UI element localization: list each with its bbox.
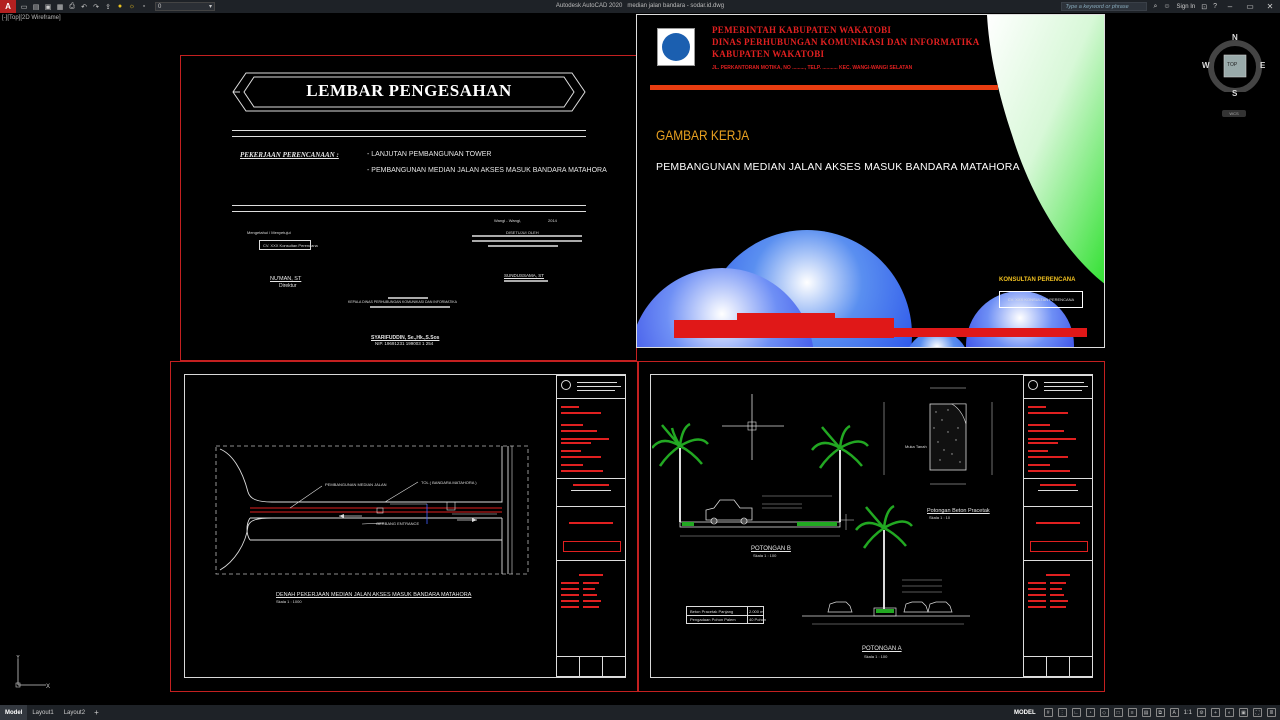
new-icon[interactable]: ▭ xyxy=(20,3,28,11)
table-r1-c2: 2.000 m xyxy=(749,609,764,614)
quick-access-toolbar xyxy=(19,2,215,11)
gambar-kerja-title: GAMBAR KERJA xyxy=(656,127,750,143)
model-space-toggle[interactable]: MODEL xyxy=(1013,709,1036,716)
plan-caption: DENAH PEKERJAAN MEDIAN JALAN AKSES MASUK BANDARA MATAHORA xyxy=(276,592,472,598)
share-icon[interactable]: ⇪ xyxy=(105,3,111,11)
lineweight-icon[interactable]: ≡ xyxy=(1128,708,1137,717)
table-r1-c1: Beton Pracetak Panjang xyxy=(690,609,734,614)
autocad-logo-icon[interactable]: A xyxy=(0,0,16,13)
snap-icon[interactable]: ⋮ xyxy=(1059,709,1065,716)
signer-bottom-name: SYARIFUDDIN, Se.,Hk.,S.Sos xyxy=(371,335,440,341)
text-placeholder-line xyxy=(488,245,558,247)
isolate-icon[interactable]: ◐ xyxy=(1225,708,1234,717)
kepala-text: KEPALA DINAS PERHUBUNGAN KOMUNIKASI DAN INFORMATIKA xyxy=(348,300,457,304)
signer-left-name: NU'MAN, ST xyxy=(270,276,302,282)
palm-tree-2 xyxy=(812,426,868,522)
place-date: Wangi - Wangi, xyxy=(494,218,522,223)
customize-icon[interactable]: ≣ xyxy=(1267,708,1276,717)
plan-label-median: PEMBANGUNAN MEDIAN JALAN xyxy=(325,482,387,487)
plan-scale: Skala 1 : 1000 xyxy=(276,599,302,604)
green-swoosh xyxy=(987,15,1105,285)
beton-caption: Potongan Beton Pracetak xyxy=(927,508,990,514)
viewport-controls[interactable]: [-][Top][2D Wireframe] xyxy=(2,15,61,21)
layer-lock-icon[interactable]: ▫ xyxy=(142,3,146,10)
osnap-icon[interactable]: □ xyxy=(1114,708,1123,717)
tab-model[interactable]: Model xyxy=(0,705,27,720)
cover-sheet xyxy=(636,14,1105,348)
viewcube-top-label[interactable]: TOP xyxy=(1227,62,1238,68)
title-right-area xyxy=(1061,0,1280,13)
save-as-icon[interactable]: ▦ xyxy=(56,3,64,11)
sign-in-link[interactable]: Sign In xyxy=(1176,3,1196,10)
cover-org-line-1: PEMERINTAH KABUPATEN WAKATOBI xyxy=(712,25,892,35)
help-icon[interactable]: ? xyxy=(1213,3,1217,10)
compass-south[interactable]: S xyxy=(1232,89,1238,98)
status-bar xyxy=(1011,705,1276,720)
maximize-button[interactable]: ▭ xyxy=(1246,2,1254,11)
plan-drawing xyxy=(212,444,532,576)
minimize-button[interactable]: – xyxy=(1227,2,1233,11)
divider xyxy=(232,205,586,206)
undo-icon[interactable]: ↶ xyxy=(81,3,87,11)
save-icon[interactable]: ▣ xyxy=(44,3,52,11)
layer-sun-icon[interactable]: ☼ xyxy=(128,3,136,10)
pekerjaan-label: PEKERJAAN PERENCANAAN : xyxy=(240,151,339,159)
compass-north[interactable]: N xyxy=(1232,33,1238,42)
text-placeholder-line xyxy=(504,280,548,282)
tab-layout1[interactable]: Layout1 xyxy=(32,709,54,716)
chevron-down-icon: ▾ xyxy=(208,4,212,10)
beton-scale: Skala 1 : 10 xyxy=(929,515,951,520)
polar-icon[interactable]: ◔ xyxy=(1086,708,1095,717)
mengetahui-left: Mengetahui / Menyetujui xyxy=(247,230,291,235)
hardware-accel-icon[interactable]: ▣ xyxy=(1239,708,1248,717)
tab-layout2[interactable]: Layout2 xyxy=(63,709,86,716)
svg-text:Y: Y xyxy=(16,655,21,661)
layer-value: 0 xyxy=(158,3,162,10)
cover-project-title: PEMBANGUNAN MEDIAN JALAN AKSES MASUK BANDARA MATAHORA xyxy=(656,161,1020,173)
year: 2014 xyxy=(548,218,557,223)
plan-label-exit: TOL ( BANDARA MATAHORA ) xyxy=(421,480,477,485)
selection-cycling-icon[interactable]: ⧉ xyxy=(1156,708,1165,717)
add-layout-button[interactable]: + xyxy=(94,708,99,717)
cover-red-bar xyxy=(650,85,998,90)
palm-tree-1 xyxy=(652,424,708,522)
grid-icon[interactable]: # xyxy=(1044,708,1053,717)
app-title: Autodesk AutoCAD 2020 xyxy=(555,3,623,9)
isodraft-icon[interactable]: ◇ xyxy=(1100,708,1109,717)
potongan-a-scale: Skala 1 : 100 xyxy=(864,654,888,659)
search-input[interactable]: Type a keyword or phrase xyxy=(1061,2,1147,11)
konsultan-box: CV. XXX KONSULTAN PERENCANA xyxy=(999,291,1083,308)
file-title: median jalan bandara - sodar.id.dwg xyxy=(627,3,725,9)
workspace-gear-icon[interactable]: ⚙ xyxy=(1197,708,1206,717)
clean-screen-icon[interactable]: ⛶ xyxy=(1253,708,1262,717)
potongan-b-title: POTONGAN B xyxy=(751,546,791,552)
beton-detail xyxy=(884,388,992,484)
divider xyxy=(232,211,586,212)
ucs-icon xyxy=(12,655,52,691)
table-r2-c2: 40 Pohon xyxy=(749,617,767,622)
signer-right-name: SUNDUSSAMA, ST xyxy=(504,273,545,278)
title-block-logo xyxy=(561,380,571,390)
cover-org-line-2: DINAS PERHUBUNGAN KOMUNIKASI DAN INFORMATIKA xyxy=(712,37,980,47)
signer-bottom-nip: NIP. 19691231 199003 1 254 xyxy=(375,341,434,346)
muka-tanah-label: Muka Tanah xyxy=(905,444,927,449)
layer-bulb-icon[interactable]: ● xyxy=(117,3,123,10)
divider xyxy=(232,136,586,137)
title-block-logo xyxy=(1028,380,1038,390)
pekerjaan-item-1: - LANJUTAN PEMBANGUNAN TOWER xyxy=(367,151,492,158)
user-icon[interactable]: ☺ xyxy=(1163,3,1171,10)
layer-dropdown[interactable] xyxy=(155,2,215,11)
search-icon[interactable]: ⌕ xyxy=(1153,2,1158,10)
plan-label-entrance: GERBANG ENTRANCE xyxy=(376,521,420,526)
redo-icon[interactable]: ↷ xyxy=(93,3,99,11)
palm-tree-3 xyxy=(856,506,912,610)
annotation-icon[interactable]: A xyxy=(1170,708,1179,717)
company-box-text: CV. XXX Konsultan Perencana xyxy=(263,243,318,248)
annotation-scale[interactable]: 1:1 xyxy=(1183,709,1192,716)
open-icon[interactable]: ▤ xyxy=(32,3,40,11)
wcs-menu[interactable]: WCS xyxy=(1222,110,1246,117)
cover-address: JL. PERKANTORAN MOTIKA, NO ........., TELP. ........... KEC. WANGI-WANGI SELATAN xyxy=(712,65,913,71)
wakatobi-logo xyxy=(657,28,695,66)
red-band xyxy=(737,313,835,323)
ortho-icon[interactable]: ∟ xyxy=(1072,708,1081,717)
potongan-a-title: POTONGAN A xyxy=(862,646,902,652)
quantity-table xyxy=(686,606,767,624)
table-r2-c1: Pengadaan Pohon Palem xyxy=(690,617,736,622)
plan-title-block xyxy=(556,375,626,677)
svg-text:X: X xyxy=(46,684,51,690)
divider xyxy=(232,130,586,131)
cart-icon[interactable]: ⊡ xyxy=(1201,3,1208,11)
red-band xyxy=(832,318,894,326)
mengetahui-right: DISETUJUI OLEH xyxy=(506,230,539,235)
compass-west[interactable]: W xyxy=(1202,61,1210,70)
red-band xyxy=(892,328,1087,337)
plus-icon[interactable]: + xyxy=(1211,708,1220,717)
section-title-block xyxy=(1023,375,1093,677)
title-bar xyxy=(0,0,1280,13)
text-placeholder-line xyxy=(370,306,450,308)
layout-tab-bar xyxy=(0,705,1280,720)
plot-icon[interactable]: ⎙ xyxy=(69,2,75,10)
konsultan-label: KONSULTAN PERENCANA xyxy=(999,277,1076,283)
compass-east[interactable]: E xyxy=(1260,61,1266,70)
approval-title: LEMBAR PENGESAHAN xyxy=(306,81,512,100)
pekerjaan-item-2: - PEMBANGUNAN MEDIAN JALAN AKSES MASUK BANDARA MATAHORA xyxy=(367,167,607,174)
text-placeholder-line xyxy=(388,297,428,299)
close-button[interactable]: ✕ xyxy=(1266,2,1274,11)
signer-left-role: Direktur xyxy=(279,283,297,289)
transparency-icon[interactable]: ▤ xyxy=(1142,708,1151,717)
title-block-stamp xyxy=(1030,541,1088,552)
potongan-b-scale: Skala 1 : 100 xyxy=(753,553,777,558)
cover-org-line-3: KABUPATEN WAKATOBI xyxy=(712,49,825,59)
title-block-stamp xyxy=(563,541,621,552)
text-placeholder-line xyxy=(472,240,582,242)
text-placeholder-line xyxy=(472,235,582,237)
